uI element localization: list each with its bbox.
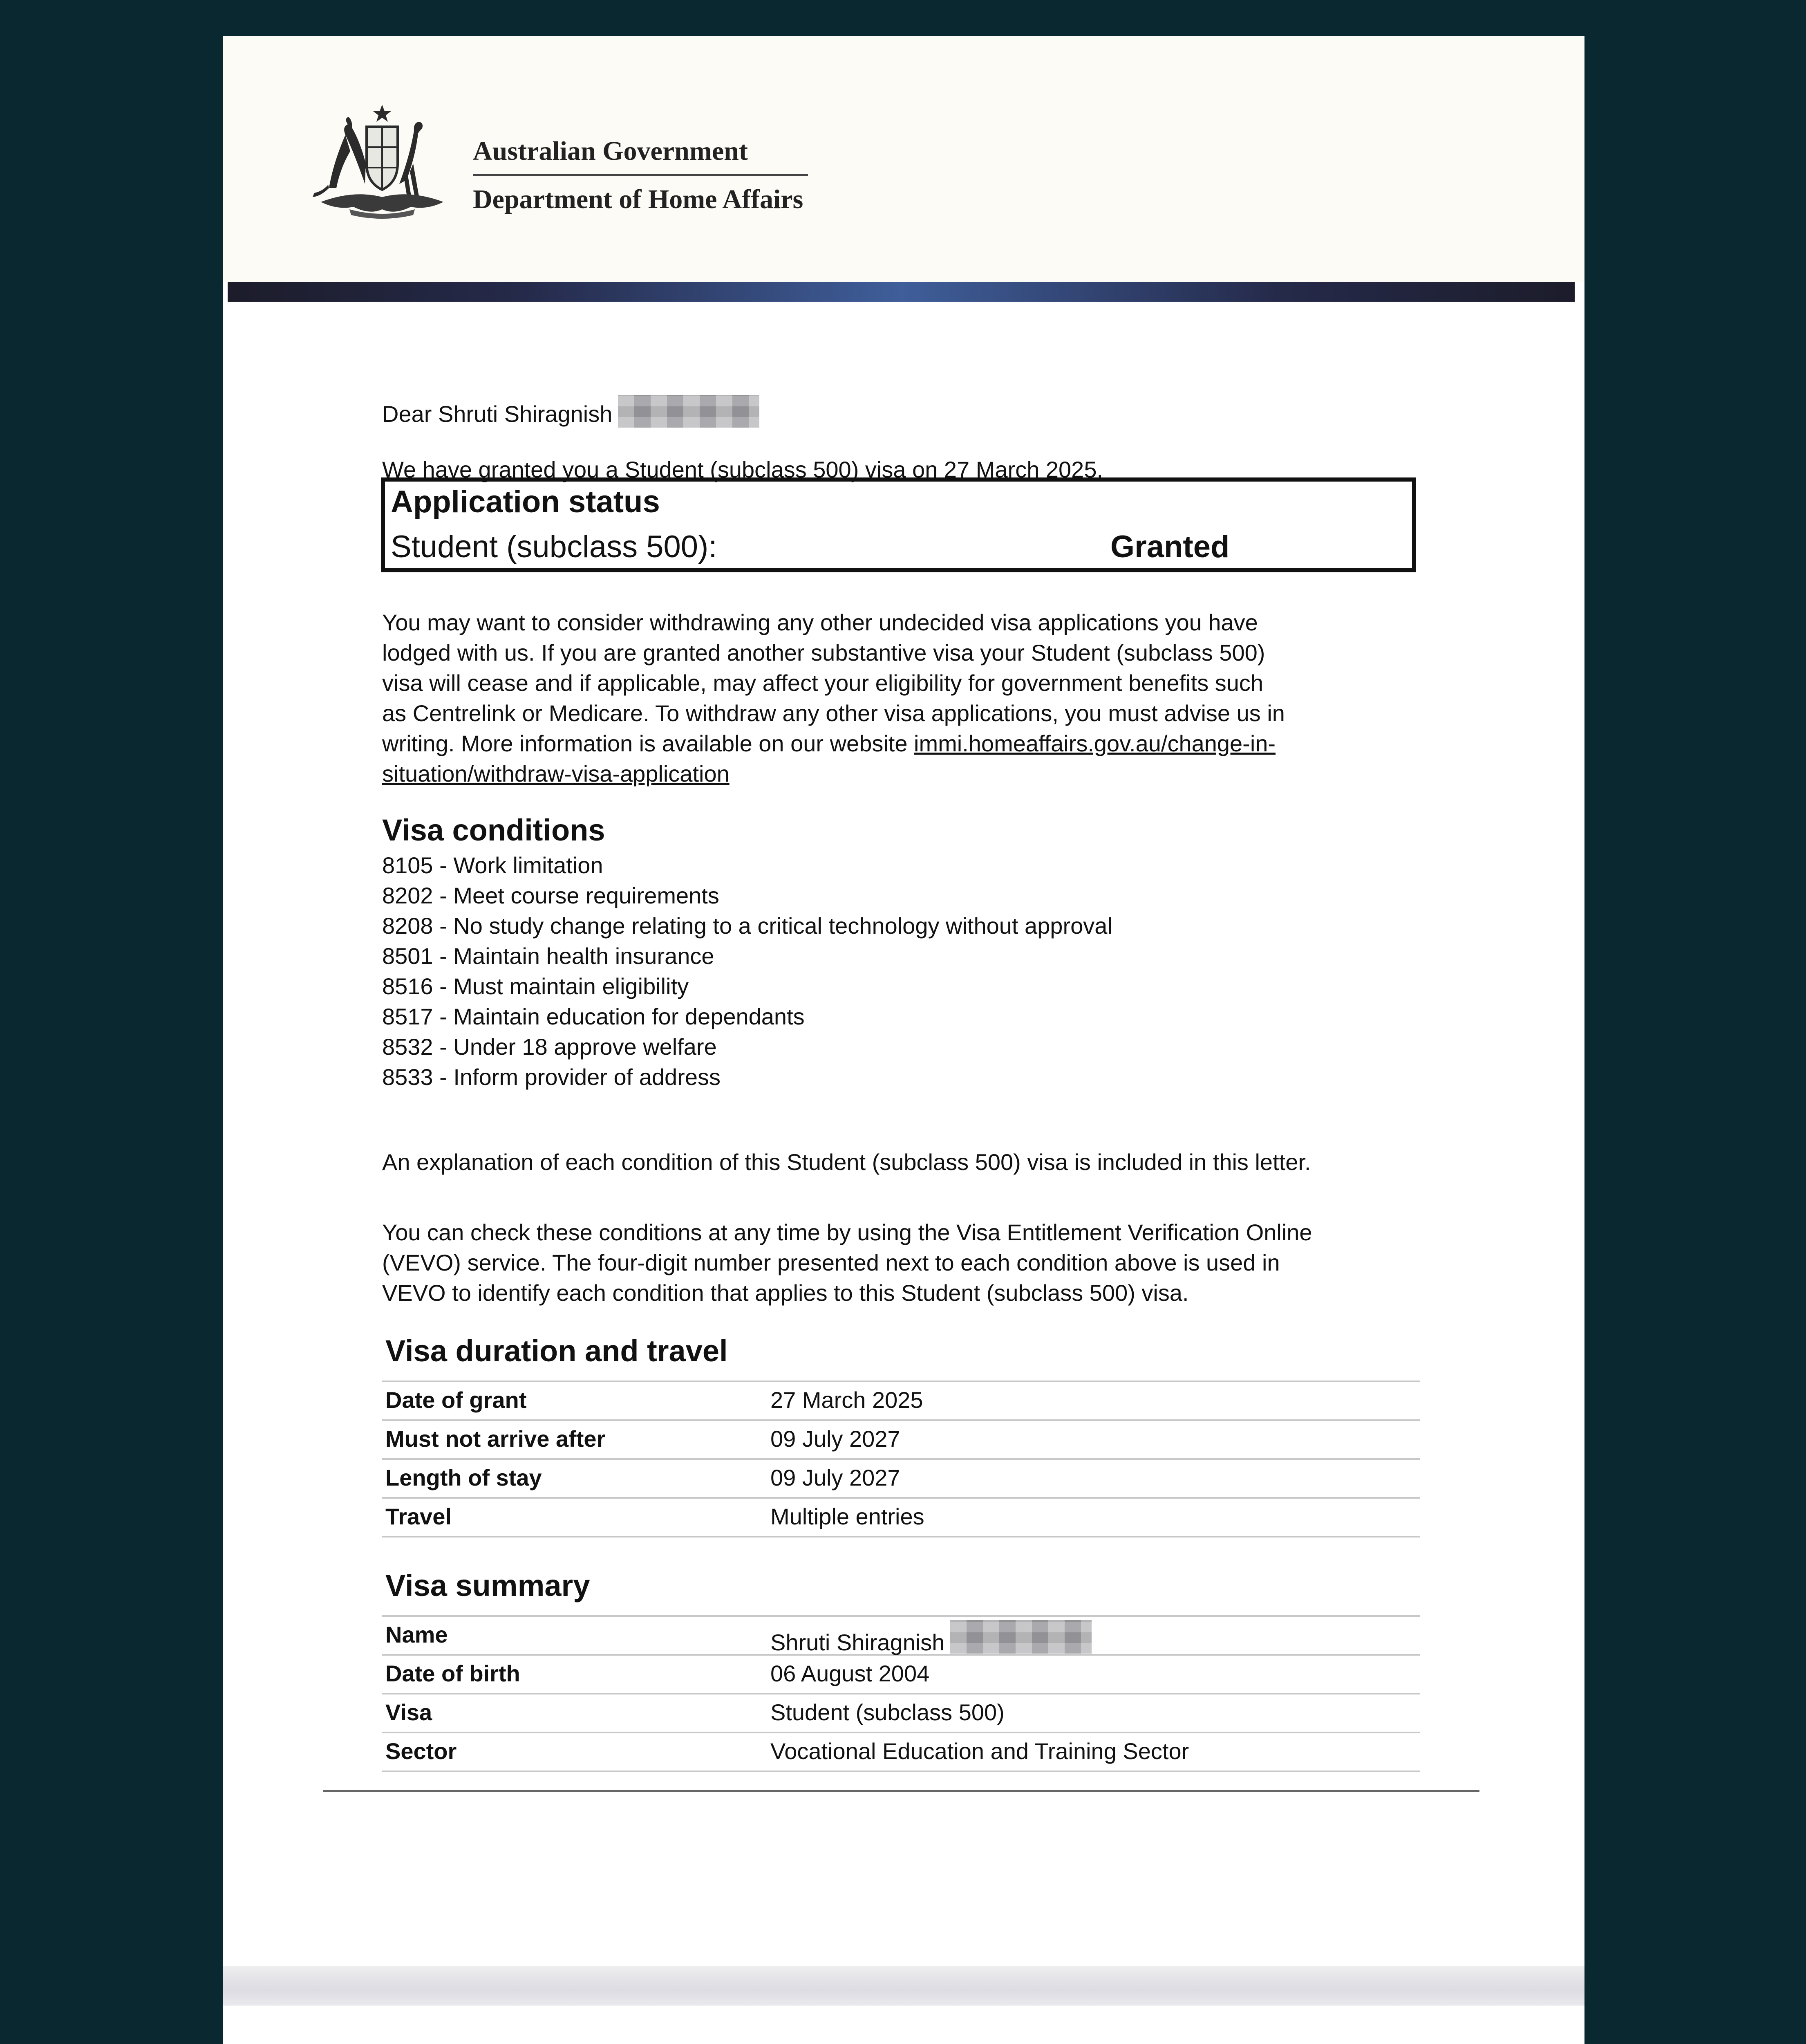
row-value: 09 July 2027 <box>770 1465 900 1490</box>
row-label: Must not arrive after <box>385 1426 606 1452</box>
application-status-box <box>381 477 1416 572</box>
table-row <box>382 1421 1420 1460</box>
withdraw-line: You may want to consider withdrawing any other undecided visa applications you have <box>382 610 1258 635</box>
row-label: Date of grant <box>385 1387 527 1413</box>
department-name: Department of Home Affairs <box>473 184 803 214</box>
grant-statement: We have granted you a Student (subclass 500) visa on 27 March 2025. <box>382 457 1103 482</box>
condition-item: 8516 - Must maintain eligibility <box>382 973 689 999</box>
table-row <box>382 1733 1420 1772</box>
application-status-value: Granted <box>1110 529 1230 564</box>
table-row <box>382 1617 1420 1656</box>
row-value: 06 August 2004 <box>770 1661 930 1686</box>
holder-name: Shruti Shiragnish <box>770 1629 945 1655</box>
application-status-title: Application status <box>391 484 660 519</box>
row-value: 27 March 2025 <box>770 1387 923 1413</box>
visa-duration-table <box>382 1347 1420 1537</box>
condition-item: 8105 - Work limitation <box>382 852 603 878</box>
header-band <box>228 282 1575 302</box>
condition-item: 8532 - Under 18 approve welfare <box>382 1034 717 1060</box>
conditions-explanation: An explanation of each condition of this Student (subclass 500) visa is included in this letter. <box>382 1149 1311 1175</box>
withdraw-application-link-part1[interactable]: immi.homeaffairs.gov.au/change-in- <box>914 731 1276 756</box>
row-label: Travel <box>385 1504 452 1529</box>
row-value: 09 July 2027 <box>770 1426 900 1452</box>
government-name: Australian Government <box>473 136 748 166</box>
table-row <box>382 1499 1420 1537</box>
visa-summary-heading: Visa summary <box>385 1569 590 1602</box>
greeting-text: Dear Shruti Shiragnish <box>382 401 613 427</box>
visa-conditions-list <box>382 850 1112 1092</box>
letterhead <box>223 36 1584 282</box>
australian-coat-of-arms-icon <box>304 102 460 221</box>
table-row <box>382 1694 1420 1733</box>
vevo-line: (VEVO) service. The four-digit number presented next to each condition above is used in <box>382 1250 1280 1275</box>
condition-item: 8501 - Maintain health insurance <box>382 943 714 969</box>
row-label: Sector <box>385 1738 457 1764</box>
table-rule <box>382 1347 1420 1382</box>
table-row <box>382 1656 1420 1694</box>
row-label: Visa <box>385 1699 432 1725</box>
row-label: Name <box>385 1622 448 1647</box>
condition-item: 8202 - Meet course requirements <box>382 883 719 908</box>
row-value <box>770 1620 1092 1657</box>
withdraw-paragraph <box>382 607 1285 789</box>
row-value: Vocational Education and Training Sector <box>770 1738 1189 1764</box>
visa-summary-table <box>382 1582 1420 1772</box>
condition-item: 8517 - Maintain education for dependants <box>382 1004 805 1029</box>
table-rule <box>382 1582 1420 1617</box>
row-label: Date of birth <box>385 1661 520 1686</box>
vevo-line: VEVO to identify each condition that applies to this Student (subclass 500) visa. <box>382 1280 1189 1306</box>
withdraw-line: visa will cease and if applicable, may affect your eligibility for government benefits such <box>382 670 1264 696</box>
row-value: Multiple entries <box>770 1504 924 1529</box>
visa-duration-heading: Visa duration and travel <box>385 1334 728 1368</box>
visa-conditions-heading: Visa conditions <box>382 813 605 847</box>
withdraw-application-link-part2[interactable]: situation/withdraw-visa-application <box>382 761 730 787</box>
letter-page-2 <box>223 2006 1584 2044</box>
vevo-paragraph <box>382 1217 1312 1308</box>
table-row <box>382 1460 1420 1499</box>
withdraw-line <box>382 728 1285 759</box>
condition-item: 8208 - No study change relating to a critical technology without approval <box>382 913 1112 939</box>
page-separator <box>223 1966 1584 2006</box>
letterhead-divider <box>473 174 808 176</box>
redacted-surname <box>950 1620 1092 1654</box>
withdraw-line: as Centrelink or Medicare. To withdraw any other visa applications, you must advise us in <box>382 700 1285 726</box>
redacted-surname <box>618 395 759 428</box>
application-status-label: Student (subclass 500): <box>391 529 717 564</box>
condition-item: 8533 - Inform provider of address <box>382 1064 721 1090</box>
withdraw-line: lodged with us. If you are granted another substantive visa your Student (subclass 500) <box>382 640 1265 666</box>
letter-page-1 <box>223 36 1584 1966</box>
table-row <box>382 1382 1420 1421</box>
row-value: Student (subclass 500) <box>770 1699 1005 1725</box>
withdraw-line-text: writing. More information is available on our website <box>382 731 914 756</box>
vevo-line: You can check these conditions at any time by using the Visa Entitlement Verification Online <box>382 1219 1312 1245</box>
greeting <box>382 395 759 429</box>
page-footer-rule <box>323 1790 1479 1792</box>
row-label: Length of stay <box>385 1465 542 1490</box>
